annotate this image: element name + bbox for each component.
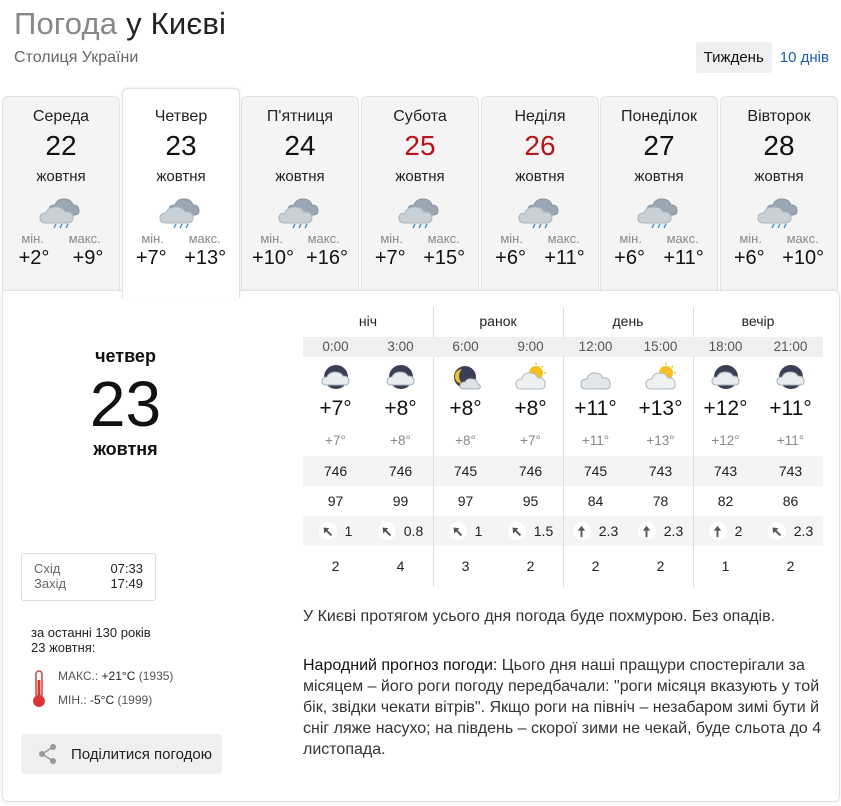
page-title: Погода у Києві [14, 6, 227, 41]
hour-precip: 2 [591, 558, 600, 574]
day-month: жовтня [634, 168, 684, 185]
hour-time: 21:00 [773, 339, 808, 354]
history-extremes [31, 664, 173, 712]
header [14, 6, 226, 67]
hour-pressure: 745 [453, 463, 478, 479]
day-number: 24 [284, 130, 316, 161]
max-temp: +13° [184, 247, 227, 269]
cloudy-night-icon [693, 361, 758, 395]
record-min-value: -5°C [90, 693, 115, 707]
rain-cloud-icon [754, 193, 804, 231]
hour-humidity: 84 [587, 493, 604, 509]
hour-temp: +8° [449, 397, 482, 420]
hour-wind [693, 522, 758, 540]
sunrise-label: Схід [34, 561, 61, 576]
hour-humidity: 97 [327, 493, 344, 509]
hour-wind [368, 522, 433, 540]
record-min-year: (1999) [117, 693, 153, 707]
wind-direction-icon [319, 522, 337, 540]
hour-precip: 2 [786, 558, 795, 574]
wind-speed: 2.3 [663, 523, 684, 539]
selected-day-number: 23 [89, 368, 162, 440]
selected-date [23, 346, 228, 460]
hour-wind [563, 522, 628, 540]
selected-month: жовтня [93, 439, 158, 459]
day-tab[interactable] [600, 96, 718, 296]
folk-forecast [303, 655, 833, 760]
rain-cloud-icon [36, 193, 86, 231]
hour-feels-like: +7° [520, 433, 541, 448]
min-temp: +6° [733, 247, 765, 269]
folk-label: Народний прогноз погоди: [303, 657, 498, 674]
max-label: макс. [427, 231, 460, 246]
hour-temp: +11° [769, 397, 812, 420]
hour-humidity: 78 [652, 493, 669, 509]
hour-feels-like: +7° [325, 433, 346, 448]
hour-time: 3:00 [387, 339, 414, 354]
hour-temp: +12° [703, 397, 748, 420]
max-temp: +15° [423, 247, 466, 269]
record-min-label: МІН.: [58, 693, 87, 707]
record-max-value: +21°C [101, 669, 136, 683]
min-temp: +2° [18, 247, 50, 269]
hour-temp: +7° [319, 397, 352, 420]
wind-direction-icon [508, 522, 526, 540]
day-tab[interactable] [122, 88, 240, 298]
day-name: Середа [32, 108, 90, 125]
cloudy-night-icon [368, 361, 433, 395]
day-tab[interactable] [2, 96, 120, 296]
hour-wind [628, 522, 693, 540]
hour-wind [498, 522, 563, 540]
sun-cloud-icon [498, 361, 563, 395]
period-label: день [612, 313, 644, 329]
day-month: жовтня [395, 168, 445, 185]
min-temp: +6° [495, 247, 526, 269]
rain-cloud-icon [515, 193, 565, 231]
max-temp: +10° [782, 247, 825, 269]
day-month: жовтня [156, 168, 206, 185]
hour-pressure: 745 [583, 463, 608, 479]
hour-precip: 2 [656, 558, 665, 574]
rain-cloud-icon [634, 193, 684, 231]
cloudy-night-icon [303, 361, 368, 395]
day-month: жовтня [36, 168, 86, 185]
min-label: мін. [141, 231, 164, 246]
hour-feels-like: +8° [455, 433, 476, 448]
sun-times [21, 553, 156, 601]
day-number: 28 [763, 130, 795, 161]
hour-feels-like: +13° [646, 433, 675, 448]
day-number: 23 [165, 130, 197, 161]
hour-precip: 1 [721, 558, 730, 574]
min-label: мін. [260, 231, 283, 246]
hour-pressure: 743 [713, 463, 738, 479]
hour-temp: +8° [514, 397, 547, 420]
hour-pressure: 746 [323, 463, 348, 479]
day-number: 25 [404, 130, 436, 161]
record-max-label: МАКС.: [58, 669, 99, 683]
hour-precip: 4 [396, 558, 405, 574]
day-name: Четвер [154, 108, 208, 125]
min-temp: +7° [135, 247, 167, 269]
hour-precip: 2 [331, 558, 340, 574]
hour-humidity: 86 [782, 493, 799, 509]
page-subtitle: Столиця України [14, 49, 139, 66]
day-number: 26 [524, 130, 556, 161]
max-label: макс. [666, 231, 699, 246]
day-tab[interactable] [241, 96, 359, 296]
day-tab[interactable] [361, 96, 479, 296]
day-name: Неділя [514, 108, 566, 125]
rain-cloud-icon [395, 193, 445, 231]
rain-cloud-icon [275, 193, 325, 231]
hour-feels-like: +11° [581, 433, 610, 448]
hour-time: 6:00 [452, 339, 479, 354]
day-tab[interactable] [720, 96, 838, 296]
period-label: ранок [479, 313, 517, 329]
wind-direction-icon [638, 522, 656, 540]
day-tabs [0, 88, 841, 293]
hour-time: 12:00 [578, 339, 613, 354]
thermometer-icon [31, 670, 47, 708]
hour-pressure: 743 [648, 463, 673, 479]
hour-pressure: 743 [778, 463, 803, 479]
day-name: Понеділок [620, 108, 698, 125]
wind-speed: 1 [344, 523, 353, 539]
min-temp: +10° [252, 247, 294, 269]
period-label: ніч [358, 313, 378, 329]
max-label: макс. [307, 231, 340, 246]
moon-cloud-icon [433, 361, 498, 395]
rain-cloud-icon [156, 193, 206, 231]
day-name: П'ятниця [266, 108, 334, 125]
ten-days-link[interactable]: 10 днів [779, 49, 829, 66]
sunrise-time: 07:33 [110, 561, 143, 576]
max-label: макс. [786, 231, 819, 246]
hour-wind [433, 522, 498, 540]
hour-humidity: 97 [457, 493, 474, 509]
min-label: мін. [21, 231, 44, 246]
max-label: макс. [547, 231, 580, 246]
max-temp: +11° [663, 247, 704, 269]
wind-speed: 2.3 [793, 523, 814, 539]
min-label: мін. [500, 231, 523, 246]
min-label: мін. [380, 231, 403, 246]
week-tab[interactable]: Тиждень [696, 42, 772, 73]
share-icon [37, 743, 59, 765]
max-temp: +9° [72, 247, 104, 269]
wind-speed: 1 [474, 523, 483, 539]
share-label: Поділитися погодою [71, 745, 213, 763]
share-button[interactable] [21, 734, 222, 774]
max-temp: +16° [306, 247, 348, 269]
wind-direction-icon [573, 522, 591, 540]
min-label: мін. [619, 231, 642, 246]
wind-speed: 2 [734, 523, 743, 539]
day-detail-panel [2, 290, 840, 802]
sun-cloud-icon [628, 361, 693, 395]
wind-direction-icon [709, 522, 727, 540]
max-label: макс. [188, 231, 221, 246]
record-max-year: (1935) [138, 669, 174, 683]
period-switch [696, 42, 833, 73]
hour-humidity: 99 [392, 493, 409, 509]
hour-humidity: 82 [717, 493, 734, 509]
hour-temp: +11° [574, 397, 617, 420]
sunset-time: 17:49 [110, 576, 143, 591]
min-temp: +6° [614, 247, 645, 269]
hour-time: 15:00 [643, 339, 678, 354]
hour-time: 18:00 [708, 339, 743, 354]
history-line-1: за останні 130 років [31, 625, 151, 640]
hour-wind [303, 522, 368, 540]
wind-speed: 2.3 [598, 523, 619, 539]
hour-wind [758, 522, 823, 540]
hour-precip: 3 [461, 558, 470, 574]
day-number: 22 [45, 130, 77, 161]
sunset-label: Захід [34, 576, 67, 591]
min-temp: +7° [374, 247, 406, 269]
min-label: мін. [739, 231, 762, 246]
hour-pressure: 746 [518, 463, 543, 479]
max-label: макс. [68, 231, 101, 246]
hour-pressure: 746 [388, 463, 413, 479]
wind-direction-icon [449, 522, 467, 540]
day-number: 27 [643, 130, 675, 161]
hour-feels-like: +12° [711, 433, 740, 448]
period-label: вечір [741, 313, 775, 329]
max-temp: +11° [544, 247, 585, 269]
hour-feels-like: +8° [390, 433, 411, 448]
day-month: жовтня [275, 168, 325, 185]
day-tab[interactable] [481, 96, 599, 296]
day-month: жовтня [515, 168, 565, 185]
cloud-icon [563, 361, 628, 395]
day-description: У Києві протягом усього дня погода буде похмурою. Без опадів. [303, 608, 776, 625]
hour-temp: +8° [384, 397, 417, 420]
wind-speed: 1.5 [533, 523, 554, 539]
day-name: Вівторок [747, 108, 811, 125]
wind-direction-icon [768, 522, 786, 540]
hour-temp: +13° [638, 397, 683, 420]
history-records [31, 625, 173, 712]
day-month: жовтня [754, 168, 804, 185]
hour-precip: 2 [526, 558, 535, 574]
wind-speed: 0.8 [403, 523, 424, 539]
hour-time: 9:00 [517, 339, 544, 354]
hour-time: 0:00 [322, 339, 349, 354]
selected-weekday: четвер [95, 346, 156, 366]
wind-direction-icon [378, 522, 396, 540]
history-line-2: 23 жовтня: [31, 640, 96, 655]
folk-text: Цього дня наші пращури спостерігали за місяцем – його роги погоду передбачали: "роги місяця вказують у той бік, звідки чекати вітрів". Якщо роги на північ – незабаром зимі бути й сніг ляже насухо; на південь – скорої зими не чекай, буде сльота до 4 листопада. [303, 657, 822, 758]
hour-humidity: 95 [522, 493, 539, 509]
day-name: Субота [393, 108, 447, 125]
cloudy-night-icon [758, 361, 823, 395]
hour-feels-like: +11° [776, 433, 805, 448]
